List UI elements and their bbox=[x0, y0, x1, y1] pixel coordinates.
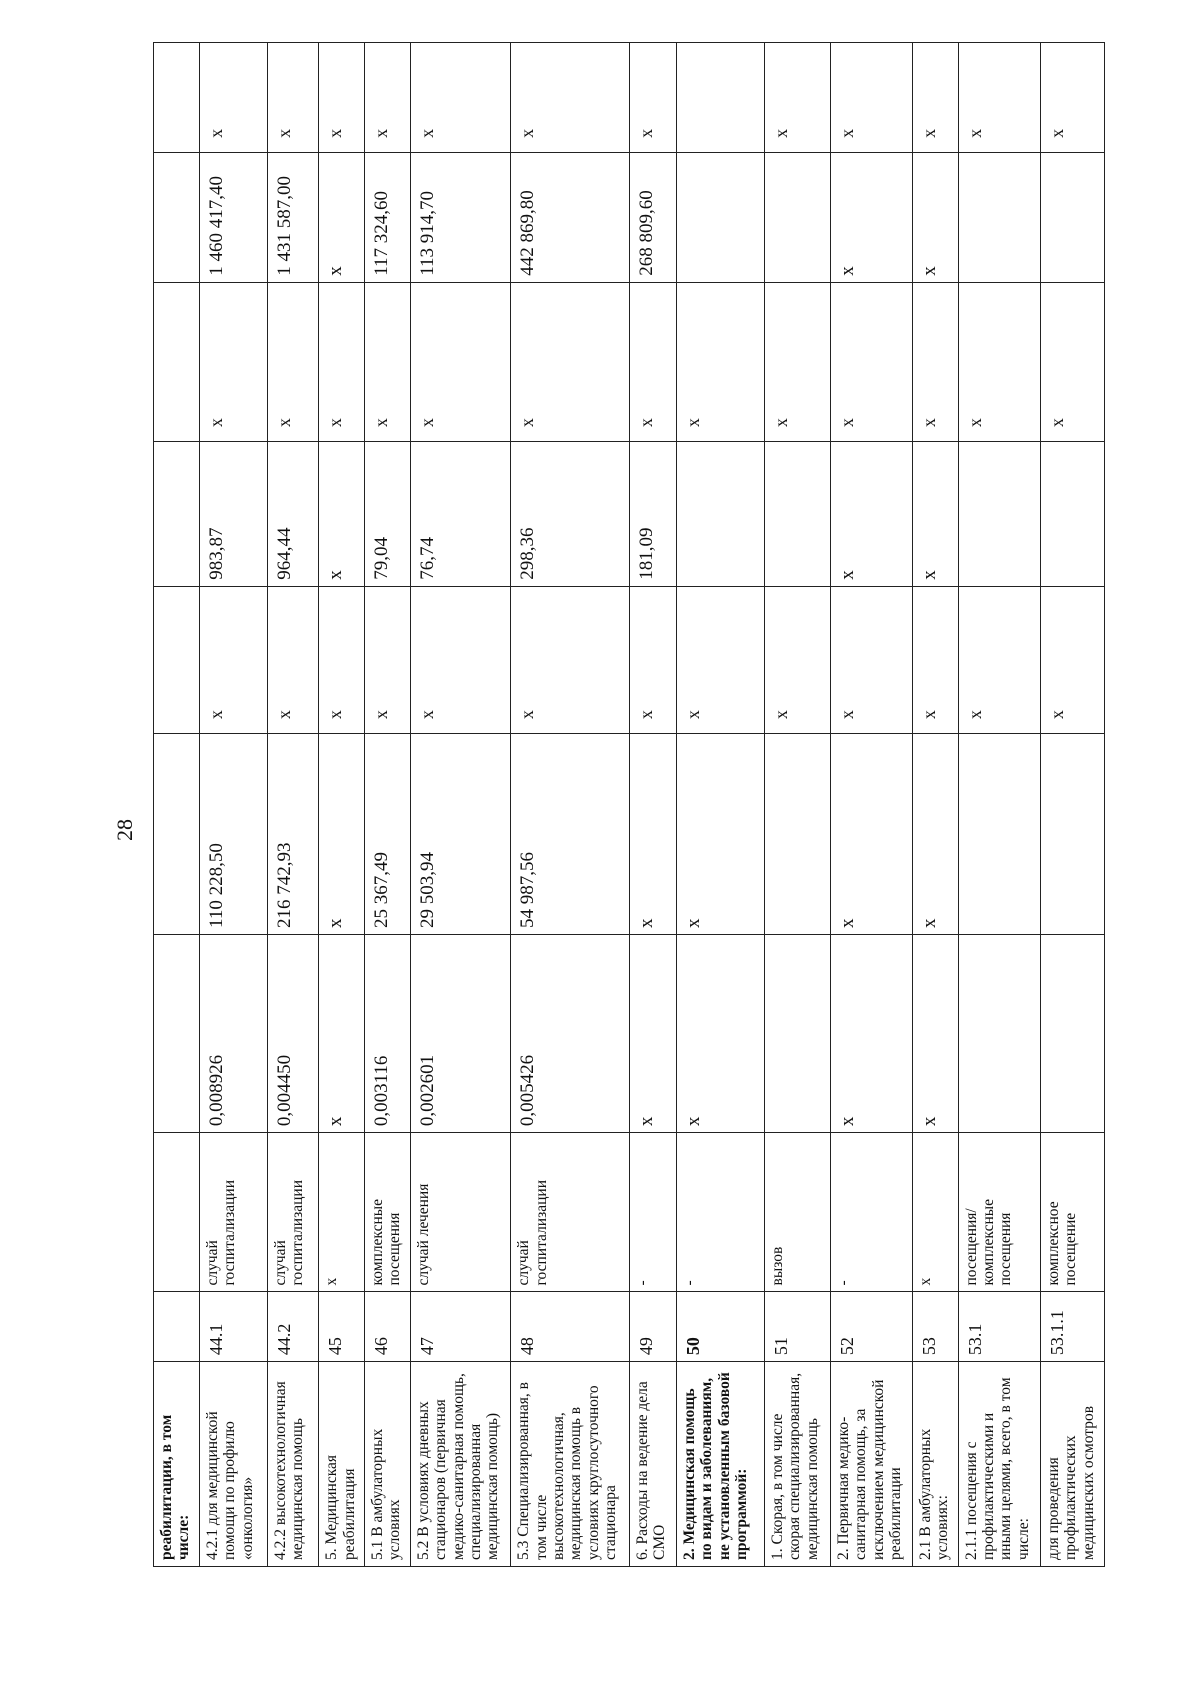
oms-total-cell bbox=[676, 152, 764, 282]
oms-per-capita-cell: х bbox=[319, 442, 365, 587]
unit-cost-cell bbox=[764, 734, 830, 935]
oms-per-capita-cell: 76,74 bbox=[410, 442, 510, 587]
table-row bbox=[830, 43, 912, 1567]
oms-per-capita-cell: х bbox=[830, 442, 912, 587]
unit-cell: комплексные посещения bbox=[365, 1133, 411, 1292]
budget-total-cell: х bbox=[1040, 282, 1104, 441]
unit-cell: комплексное посещение bbox=[1040, 1133, 1104, 1292]
volume-cell bbox=[764, 934, 830, 1132]
budget-total-cell: х bbox=[629, 282, 676, 441]
unit-cell: посещения/ комплексные посещения bbox=[958, 1133, 1040, 1292]
volume-cell: 0,003116 bbox=[365, 934, 411, 1132]
share-cell: х bbox=[764, 43, 830, 153]
unit-cost-cell: х bbox=[912, 734, 958, 935]
budget-per-capita-cell: х bbox=[267, 586, 318, 733]
table-row bbox=[511, 43, 630, 1567]
table-rotated-wrapper bbox=[153, 42, 1105, 1567]
oms-total-cell bbox=[958, 152, 1040, 282]
budget-total-cell: х bbox=[830, 282, 912, 441]
budget-total-cell: х bbox=[511, 282, 630, 441]
row-code-cell: 52 bbox=[830, 1292, 912, 1362]
budget-total-cell: х bbox=[319, 282, 365, 441]
row-code-cell: 48 bbox=[511, 1292, 630, 1362]
oms-total-cell: 113 914,70 bbox=[410, 152, 510, 282]
volume-cell: х bbox=[676, 934, 764, 1132]
unit-cell bbox=[154, 1133, 200, 1292]
table-row bbox=[267, 43, 318, 1567]
unit-cost-cell: х bbox=[830, 734, 912, 935]
row-label-cell: реабилитации, в том числе: bbox=[154, 1362, 200, 1567]
row-code-cell: 53.1 bbox=[958, 1292, 1040, 1362]
unit-cost-cell: х bbox=[676, 734, 764, 935]
row-label-cell: 2. Первичная медико-санитарная помощь, за исключением медицинской реабилитации bbox=[830, 1362, 912, 1567]
row-code-cell: 49 bbox=[629, 1292, 676, 1362]
row-label-cell: 1. Скорая, в том числе скорая специализированная, медицинская помощь bbox=[764, 1362, 830, 1567]
budget-per-capita-cell: х bbox=[410, 586, 510, 733]
volume-cell: х bbox=[319, 934, 365, 1132]
volume-cell: 0,005426 bbox=[511, 934, 630, 1132]
share-cell: х bbox=[912, 43, 958, 153]
share-cell: х bbox=[365, 43, 411, 153]
oms-total-cell: 268 809,60 bbox=[629, 152, 676, 282]
volume-cell: 0,008926 bbox=[199, 934, 267, 1132]
unit-cost-cell bbox=[958, 734, 1040, 935]
share-cell bbox=[676, 43, 764, 153]
share-cell: х bbox=[1040, 43, 1104, 153]
unit-cost-cell: 29 503,94 bbox=[410, 734, 510, 935]
row-label-cell: 4.2.2 высокотехнологичная медицинская помощь bbox=[267, 1362, 318, 1567]
oms-total-cell: х bbox=[830, 152, 912, 282]
budget-total-cell: х bbox=[958, 282, 1040, 441]
budget-per-capita-cell: х bbox=[676, 586, 764, 733]
volume-cell: х bbox=[830, 934, 912, 1132]
unit-cell: - bbox=[676, 1133, 764, 1292]
unit-cost-cell: х bbox=[629, 734, 676, 935]
row-label-cell: 5.2 В условиях дневных стационаров (первичная медико-санитарная помощь, специализированная медицинская помощь) bbox=[410, 1362, 510, 1567]
oms-per-capita-cell: х bbox=[912, 442, 958, 587]
unit-cell: х bbox=[912, 1133, 958, 1292]
budget-per-capita-cell: х bbox=[365, 586, 411, 733]
budget-per-capita-cell: х bbox=[958, 586, 1040, 733]
unit-cost-cell: 216 742,93 bbox=[267, 734, 318, 935]
budget-total-cell: х bbox=[676, 282, 764, 441]
row-code-cell: 51 bbox=[764, 1292, 830, 1362]
oms-total-cell bbox=[154, 152, 200, 282]
unit-cell: случай лечения bbox=[410, 1133, 510, 1292]
oms-per-capita-cell bbox=[764, 442, 830, 587]
row-code-cell: 44.1 bbox=[199, 1292, 267, 1362]
table-row bbox=[365, 43, 411, 1567]
share-cell: х bbox=[267, 43, 318, 153]
oms-total-cell: 1 431 587,00 bbox=[267, 152, 318, 282]
row-code-cell: 50 bbox=[676, 1292, 764, 1362]
table-row bbox=[154, 43, 200, 1567]
row-code-cell bbox=[154, 1292, 200, 1362]
row-code-cell: 53.1.1 bbox=[1040, 1292, 1104, 1362]
oms-per-capita-cell bbox=[154, 442, 200, 587]
volume-cell: х bbox=[912, 934, 958, 1132]
oms-per-capita-cell bbox=[676, 442, 764, 587]
row-label-cell: 5. Медицинская реабилитация bbox=[319, 1362, 365, 1567]
row-label-cell: для проведения профилактических медицинских осмотров bbox=[1040, 1362, 1104, 1567]
table-row bbox=[958, 43, 1040, 1567]
table-row bbox=[1040, 43, 1104, 1567]
row-code-cell: 45 bbox=[319, 1292, 365, 1362]
unit-cell: вызов bbox=[764, 1133, 830, 1292]
tariff-table bbox=[153, 42, 1105, 1567]
row-label-cell: 2.1.1 посещения с профилактическими и иными целями, всего, в том числе: bbox=[958, 1362, 1040, 1567]
share-cell: х bbox=[958, 43, 1040, 153]
unit-cell: - bbox=[629, 1133, 676, 1292]
budget-per-capita-cell: х bbox=[830, 586, 912, 733]
budget-per-capita-cell: х bbox=[629, 586, 676, 733]
unit-cost-cell: 110 228,50 bbox=[199, 734, 267, 935]
oms-per-capita-cell bbox=[1040, 442, 1104, 587]
oms-total-cell: 1 460 417,40 bbox=[199, 152, 267, 282]
row-label-cell: 5.1 В амбулаторных условиях bbox=[365, 1362, 411, 1567]
unit-cell: случай госпитализации bbox=[267, 1133, 318, 1292]
budget-total-cell: х bbox=[365, 282, 411, 441]
share-cell: х bbox=[319, 43, 365, 153]
unit-cost-cell: 25 367,49 bbox=[365, 734, 411, 935]
volume-cell: х bbox=[629, 934, 676, 1132]
oms-total-cell: 117 324,60 bbox=[365, 152, 411, 282]
budget-total-cell: х bbox=[764, 282, 830, 441]
unit-cell: случай госпитализации bbox=[199, 1133, 267, 1292]
row-label-cell: 4.2.1 для медицинской помощи по профилю «онкология» bbox=[199, 1362, 267, 1567]
row-code-cell: 46 bbox=[365, 1292, 411, 1362]
table-row bbox=[912, 43, 958, 1567]
page-number: 28 bbox=[112, 819, 137, 841]
unit-cell: - bbox=[830, 1133, 912, 1292]
share-cell: х bbox=[410, 43, 510, 153]
unit-cost-cell bbox=[1040, 734, 1104, 935]
table-row bbox=[199, 43, 267, 1567]
oms-total-cell bbox=[1040, 152, 1104, 282]
oms-per-capita-cell: 983,87 bbox=[199, 442, 267, 587]
budget-total-cell: х bbox=[410, 282, 510, 441]
row-label-cell: 6. Расходы на ведение дела СМО bbox=[629, 1362, 676, 1567]
row-label-cell: 2.1 В амбулаторных условиях: bbox=[912, 1362, 958, 1567]
volume-cell bbox=[958, 934, 1040, 1132]
oms-per-capita-cell: 298,36 bbox=[511, 442, 630, 587]
row-code-cell: 47 bbox=[410, 1292, 510, 1362]
share-cell: х bbox=[199, 43, 267, 153]
unit-cost-cell: 54 987,56 bbox=[511, 734, 630, 935]
volume-cell: 0,002601 bbox=[410, 934, 510, 1132]
budget-per-capita-cell: х bbox=[199, 586, 267, 733]
unit-cell: случай госпитализации bbox=[511, 1133, 630, 1292]
oms-total-cell: 442 869,80 bbox=[511, 152, 630, 282]
budget-total-cell: х bbox=[267, 282, 318, 441]
budget-total-cell bbox=[154, 282, 200, 441]
row-label-cell: 5.3 Специализированная, в том числе высокотехнологичная, медицинская помощь в условиях круглосуточного стационара bbox=[511, 1362, 630, 1567]
oms-total-cell: х bbox=[319, 152, 365, 282]
budget-per-capita-cell bbox=[154, 586, 200, 733]
volume-cell bbox=[154, 934, 200, 1132]
budget-per-capita-cell: х bbox=[912, 586, 958, 733]
volume-cell: 0,004450 bbox=[267, 934, 318, 1132]
budget-per-capita-cell: х bbox=[511, 586, 630, 733]
unit-cost-cell: х bbox=[319, 734, 365, 935]
budget-per-capita-cell: х bbox=[319, 586, 365, 733]
table-row bbox=[676, 43, 764, 1567]
unit-cell: х bbox=[319, 1133, 365, 1292]
oms-per-capita-cell: 964,44 bbox=[267, 442, 318, 587]
share-cell: х bbox=[629, 43, 676, 153]
share-cell: х bbox=[830, 43, 912, 153]
share-cell bbox=[154, 43, 200, 153]
row-label-cell: 2. Медицинская помощь по видам и заболеваниям, не установленным базовой программой: bbox=[676, 1362, 764, 1567]
table-row bbox=[764, 43, 830, 1567]
table-row bbox=[629, 43, 676, 1567]
budget-total-cell: х bbox=[912, 282, 958, 441]
row-code-cell: 44.2 bbox=[267, 1292, 318, 1362]
volume-cell bbox=[1040, 934, 1104, 1132]
table-row bbox=[319, 43, 365, 1567]
table-row bbox=[410, 43, 510, 1567]
budget-total-cell: х bbox=[199, 282, 267, 441]
unit-cost-cell bbox=[154, 734, 200, 935]
oms-per-capita-cell: 79,04 bbox=[365, 442, 411, 587]
oms-total-cell: х bbox=[912, 152, 958, 282]
budget-per-capita-cell: х bbox=[1040, 586, 1104, 733]
oms-per-capita-cell: 181,09 bbox=[629, 442, 676, 587]
budget-per-capita-cell: х bbox=[764, 586, 830, 733]
oms-total-cell bbox=[764, 152, 830, 282]
table-body bbox=[154, 43, 1105, 1567]
row-code-cell: 53 bbox=[912, 1292, 958, 1362]
oms-per-capita-cell bbox=[958, 442, 1040, 587]
share-cell: х bbox=[511, 43, 630, 153]
